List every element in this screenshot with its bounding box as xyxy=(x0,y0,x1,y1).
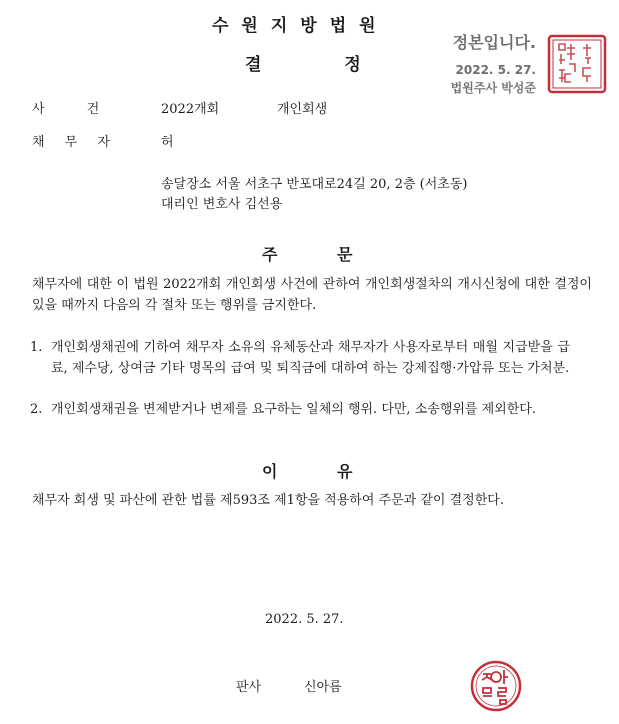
debtor-name: 허 xyxy=(161,135,174,150)
certified-copy-title: 정본입니다. xyxy=(452,33,536,52)
case-label: 사 건 xyxy=(32,102,100,117)
court-seal-icon xyxy=(547,34,607,94)
decision-date: 2022. 5. 27. xyxy=(265,612,344,627)
order-item-number: 2. xyxy=(30,402,43,417)
order-item-1 xyxy=(30,337,570,379)
certified-copy-stamp xyxy=(436,30,536,96)
debtor-agent: 대리인 변호사 김선용 xyxy=(161,197,283,212)
order-item-number: 1. xyxy=(30,340,43,355)
order-heading: 주 문 xyxy=(262,245,353,264)
case-type: 개인회생 xyxy=(277,102,328,117)
certified-copy-clerk: 법원주사 박성준 xyxy=(450,81,536,95)
judge-seal-icon xyxy=(470,660,522,712)
order-item-text: 개인회생채권을 변제받거나 변제를 요구하는 일체의 행위. 다만, 소송행위를 제외한다. xyxy=(51,402,536,417)
reason-heading: 이 유 xyxy=(262,462,353,481)
judge-title: 판사 xyxy=(236,680,262,695)
court-name: 수원지방법원 xyxy=(212,16,389,36)
order-item-2 xyxy=(30,399,570,420)
order-intro: 채무자에 대한 이 법원 2022개회 개인회생 사건에 관하여 개인회생절차의 개시신청에 대한 결정이 있을 때까지 다음의 각 절차 또는 행위를 금지한다. xyxy=(32,277,592,313)
case-number: 2022개회 xyxy=(161,102,220,117)
order-item-text: 개인회생채권에 기하여 채무자 소유의 유체동산과 채무자가 사용자로부터 매월 지급받을 급료, 제수당, 상여금 기타 명목의 급여 및 퇴직금에 대하여 하는 강제집행·가압류 또는 가처분. xyxy=(51,340,570,376)
debtor-label: 채 무 자 xyxy=(32,135,110,150)
document-title: 결 정 xyxy=(245,55,361,75)
reason-text: 채무자 회생 및 파산에 관한 법률 제593조 제1항을 적용하여 주문과 같이 결정한다. xyxy=(32,493,504,508)
certified-copy-date: 2022. 5. 27. xyxy=(455,63,536,77)
judge-name: 신아름 xyxy=(304,680,342,695)
debtor-address: 송달장소 서울 서초구 반포대로24길 20, 2층 (서초동) xyxy=(161,177,468,192)
